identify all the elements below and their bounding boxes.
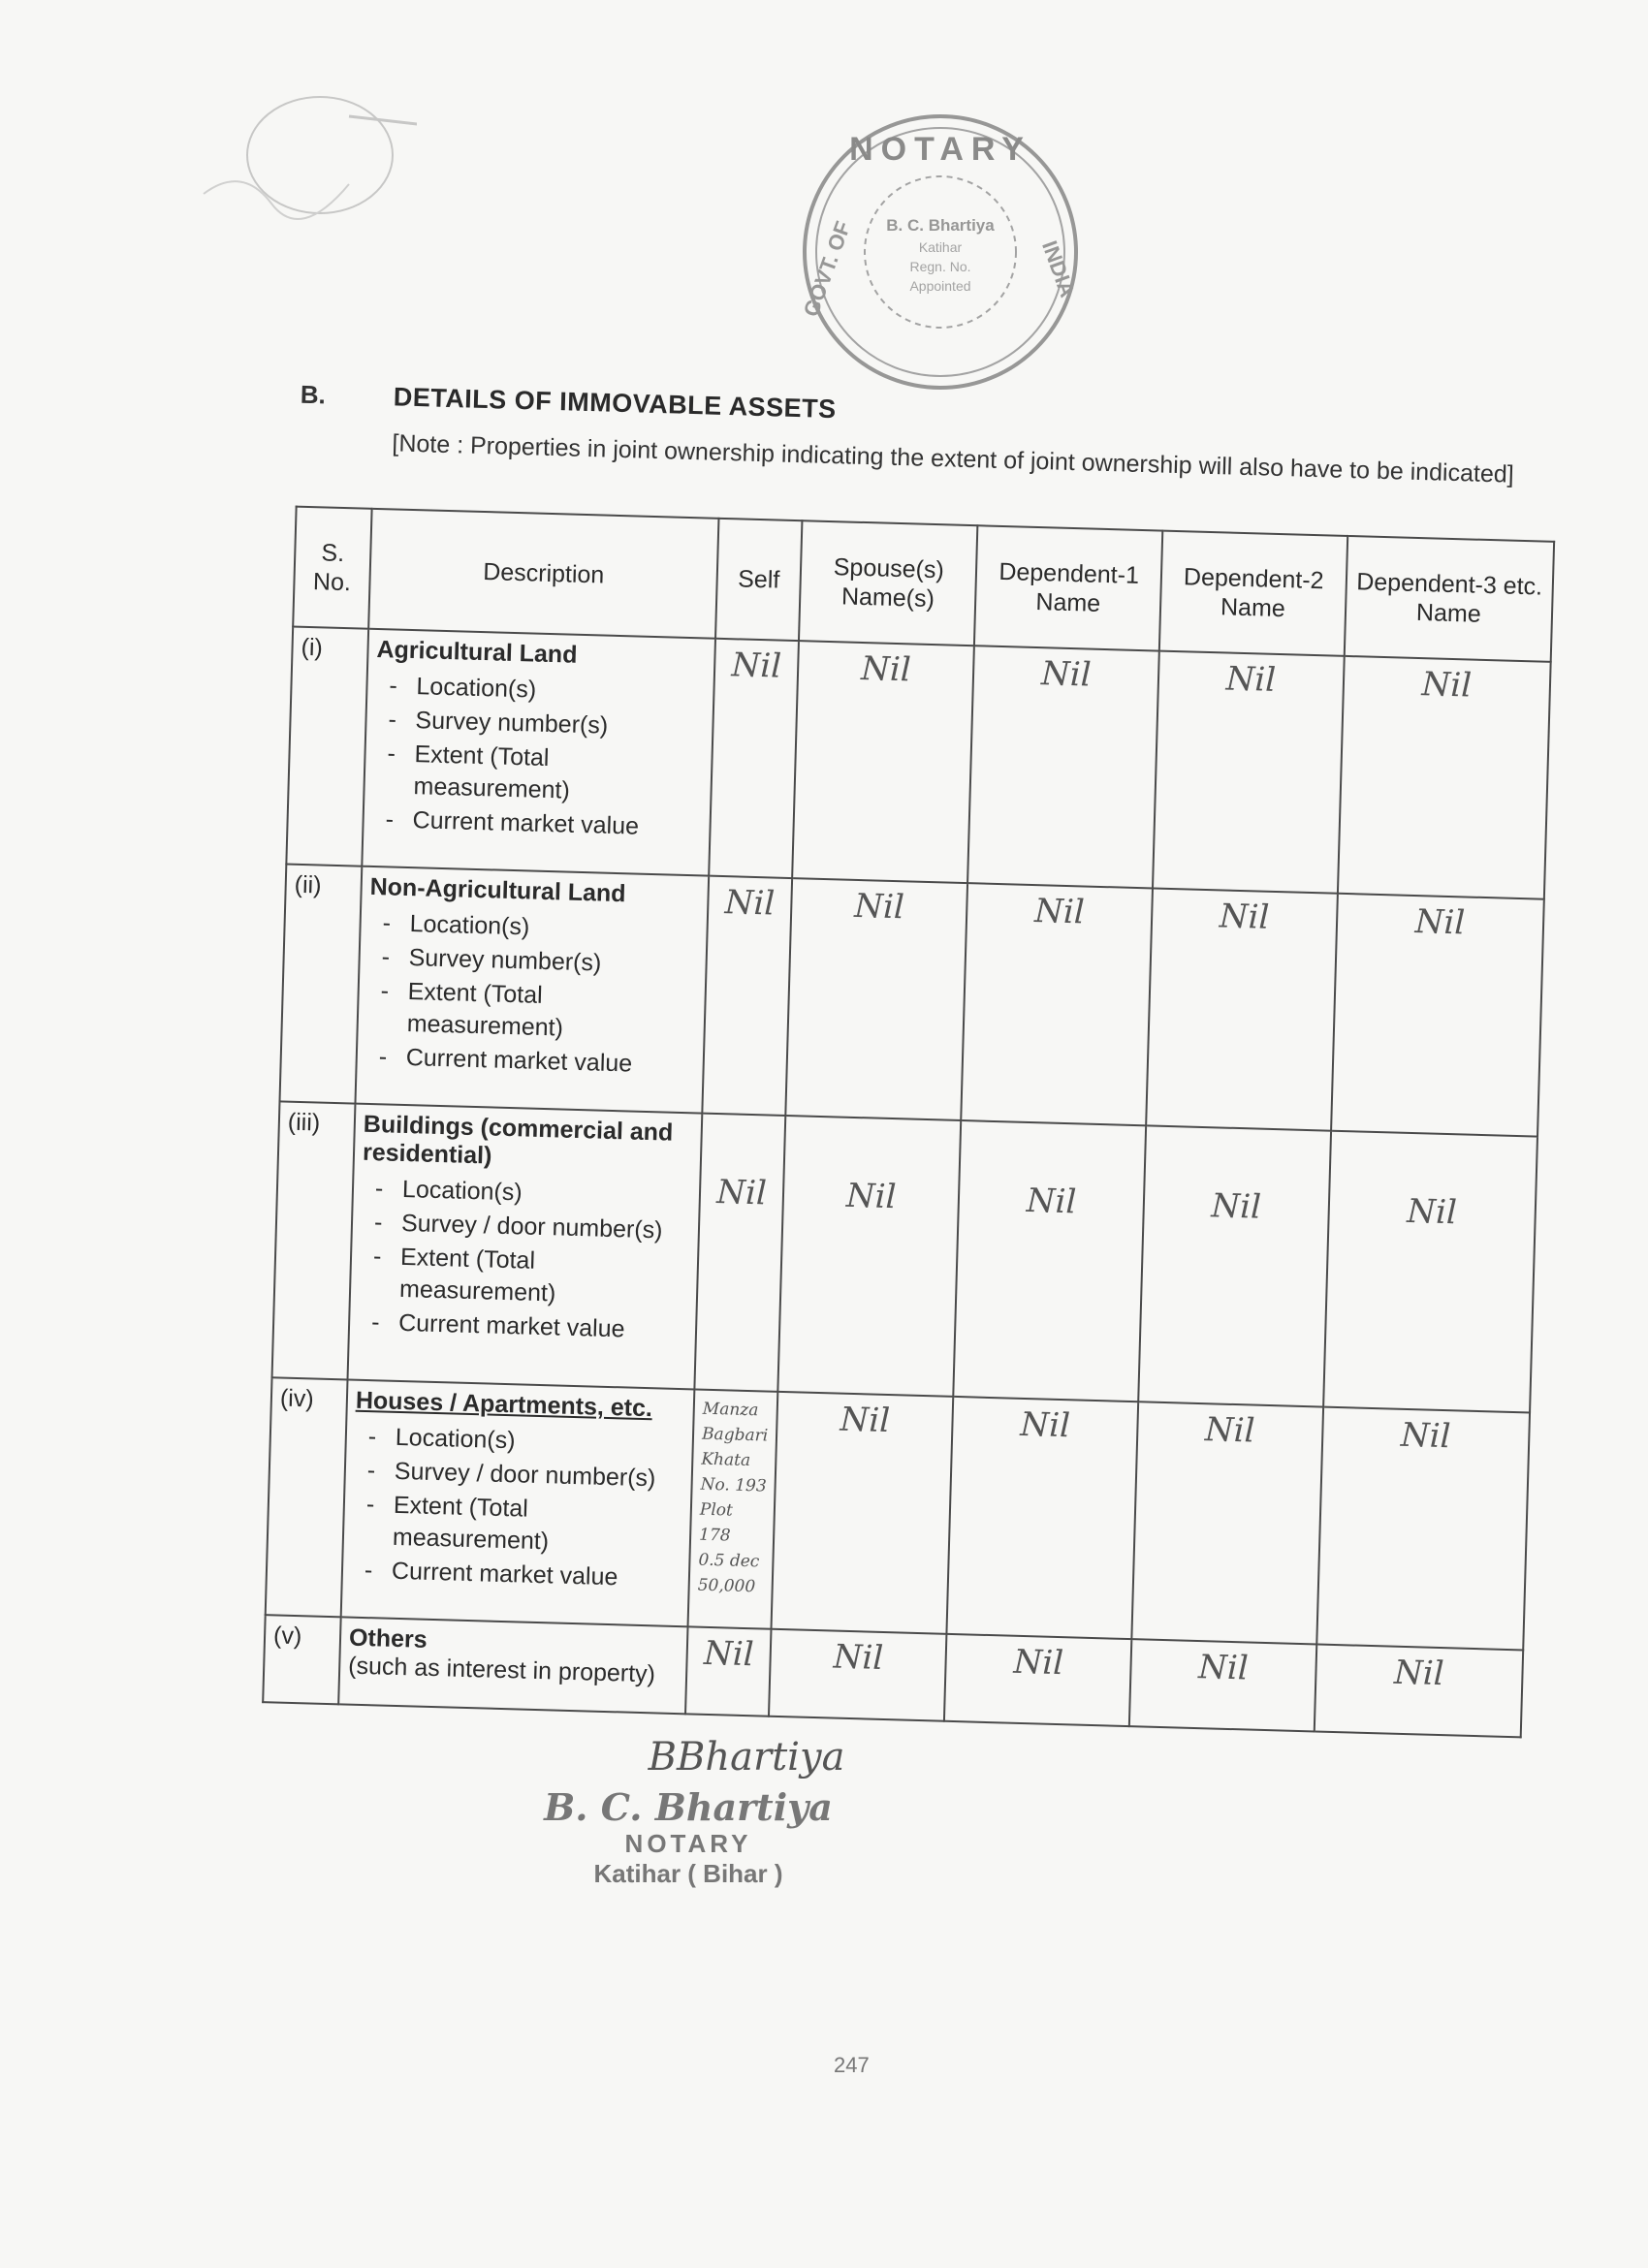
- value-dependent-2: Nil: [1129, 1639, 1316, 1731]
- list-item: - Current market value: [359, 1555, 681, 1595]
- list-item: - Current market value: [379, 803, 702, 844]
- table-row: [272, 1101, 1537, 1412]
- header-sno: S. No.: [293, 507, 371, 629]
- svg-text:NOTARY: NOTARY: [849, 131, 1031, 168]
- value-dependent-3: Nil: [1316, 1407, 1530, 1651]
- value-dependent-3: Nil: [1314, 1644, 1523, 1737]
- handwritten-signature: BBhartiya: [648, 1735, 845, 1780]
- immovable-assets-table: [262, 506, 1555, 1739]
- header-dependent-1: Dependent-1 Name: [974, 525, 1162, 650]
- value-dependent-1: Nil: [967, 646, 1158, 888]
- list-item: - Location(s): [383, 670, 706, 710]
- header-spouse: Spouse(s) Name(s): [799, 520, 978, 646]
- section-title: DETAILS OF IMMOVABLE ASSETS: [393, 382, 838, 425]
- row-title: Others: [348, 1623, 428, 1654]
- row-description: [348, 1104, 703, 1390]
- list-item: - Current market value: [372, 1041, 695, 1082]
- notary-name: B. C. Bhartiya: [544, 1785, 833, 1829]
- row-sno: (iv): [266, 1377, 348, 1617]
- handwritten-line: 50,000: [697, 1575, 756, 1597]
- svg-text:INDIA: INDIA: [1037, 237, 1081, 300]
- notary-signature-block: [485, 1735, 892, 1889]
- value-spouse: Nil: [792, 641, 974, 883]
- value-dependent-2: Nil: [1146, 888, 1337, 1130]
- header-description: Description: [368, 509, 718, 639]
- handwritten-line: 0.5 dec: [698, 1550, 760, 1572]
- handwritten-line: Manza: [702, 1399, 759, 1421]
- value-spouse: Nil: [785, 878, 967, 1120]
- row-title: Houses / Apartments, etc.: [355, 1386, 653, 1423]
- table-row: [266, 1377, 1530, 1650]
- list-item: - Location(s): [369, 1173, 692, 1213]
- notary-title: NOTARY: [624, 1829, 752, 1858]
- list-item: - Survey / door number(s): [368, 1207, 691, 1247]
- value-dependent-3: Nil: [1323, 1131, 1537, 1413]
- row-sno: (v): [263, 1615, 340, 1704]
- value-dependent-3: Nil: [1338, 656, 1551, 899]
- value-spouse: Nil: [769, 1629, 947, 1721]
- row-sno: (ii): [279, 864, 362, 1103]
- pencil-scribble-mark: [184, 48, 417, 281]
- handwritten-line: Khata: [701, 1449, 751, 1471]
- value-dependent-1: Nil: [962, 883, 1153, 1125]
- notary-place: Katihar ( Bihar ): [593, 1859, 783, 1888]
- list-item: - Survey number(s): [375, 941, 698, 982]
- list-item: - Extent (Total measurement): [373, 975, 697, 1048]
- value-dependent-1: Nil: [954, 1120, 1147, 1402]
- value-dependent-2: Nil: [1153, 651, 1344, 894]
- notary-stamp-seal: [776, 107, 1105, 397]
- row-description: [355, 866, 709, 1114]
- row-title: Agricultural Land: [376, 636, 578, 669]
- row-title: Non-Agricultural Land: [369, 872, 626, 908]
- value-dependent-2: Nil: [1138, 1125, 1331, 1406]
- row-description: [338, 1617, 687, 1714]
- row-title: Buildings (commercial and residential): [362, 1110, 674, 1170]
- list-item: - Location(s): [362, 1421, 684, 1462]
- value-self: Nil: [709, 639, 799, 878]
- svg-text:B. C. Bhartiya: B. C. Bhartiya: [886, 216, 995, 235]
- svg-text:GOVT. OF: GOVT. OF: [798, 217, 856, 320]
- list-item: - Survey number(s): [382, 704, 705, 744]
- svg-text:Katihar: Katihar: [918, 239, 963, 255]
- section-letter: B.: [300, 379, 327, 410]
- handwritten-line: 178: [698, 1525, 731, 1546]
- table-row: [279, 864, 1543, 1136]
- value-dependent-1: Nil: [944, 1634, 1131, 1726]
- value-dependent-1: Nil: [947, 1397, 1138, 1639]
- row-description: [362, 629, 715, 876]
- list-item: - Location(s): [376, 907, 699, 948]
- handwritten-line: Plot: [699, 1499, 734, 1521]
- value-dependent-3: Nil: [1331, 894, 1544, 1137]
- svg-text:Appointed: Appointed: [909, 278, 971, 294]
- value-self: Nil: [694, 1114, 785, 1392]
- row-description: [341, 1379, 695, 1626]
- header-dependent-2: Dependent-2 Name: [1159, 531, 1347, 656]
- row-sno: (i): [286, 627, 368, 866]
- header-dependent-3: Dependent-3 etc. Name: [1344, 536, 1554, 662]
- row-sno: (iii): [272, 1101, 356, 1379]
- value-spouse: Nil: [772, 1392, 954, 1634]
- list-item: - Extent (Total measurement): [366, 1241, 690, 1313]
- list-item: - Survey / door number(s): [361, 1455, 683, 1496]
- section-note: [Note : Properties in joint ownership indicating the extent of joint ownership will also have to be indicated]: [392, 429, 1515, 488]
- table-row: [286, 627, 1550, 899]
- handwritten-line: Bagbari: [701, 1424, 769, 1446]
- page-number: 247: [834, 2053, 870, 2077]
- value-dependent-2: Nil: [1131, 1402, 1322, 1644]
- list-item: - Extent (Total measurement): [380, 738, 704, 810]
- row-subtitle: (such as interest in property): [347, 1652, 656, 1688]
- value-self: Nil: [702, 876, 792, 1116]
- list-item: - Extent (Total measurement): [360, 1489, 683, 1561]
- value-self: Nil: [685, 1626, 772, 1716]
- svg-text:Regn. No.: Regn. No.: [909, 259, 971, 274]
- header-self: Self: [715, 519, 803, 641]
- value-self-handwritten: [688, 1389, 778, 1628]
- list-item: - Current market value: [365, 1307, 688, 1347]
- value-spouse: Nil: [777, 1116, 961, 1397]
- handwritten-line: No. 193: [700, 1474, 767, 1496]
